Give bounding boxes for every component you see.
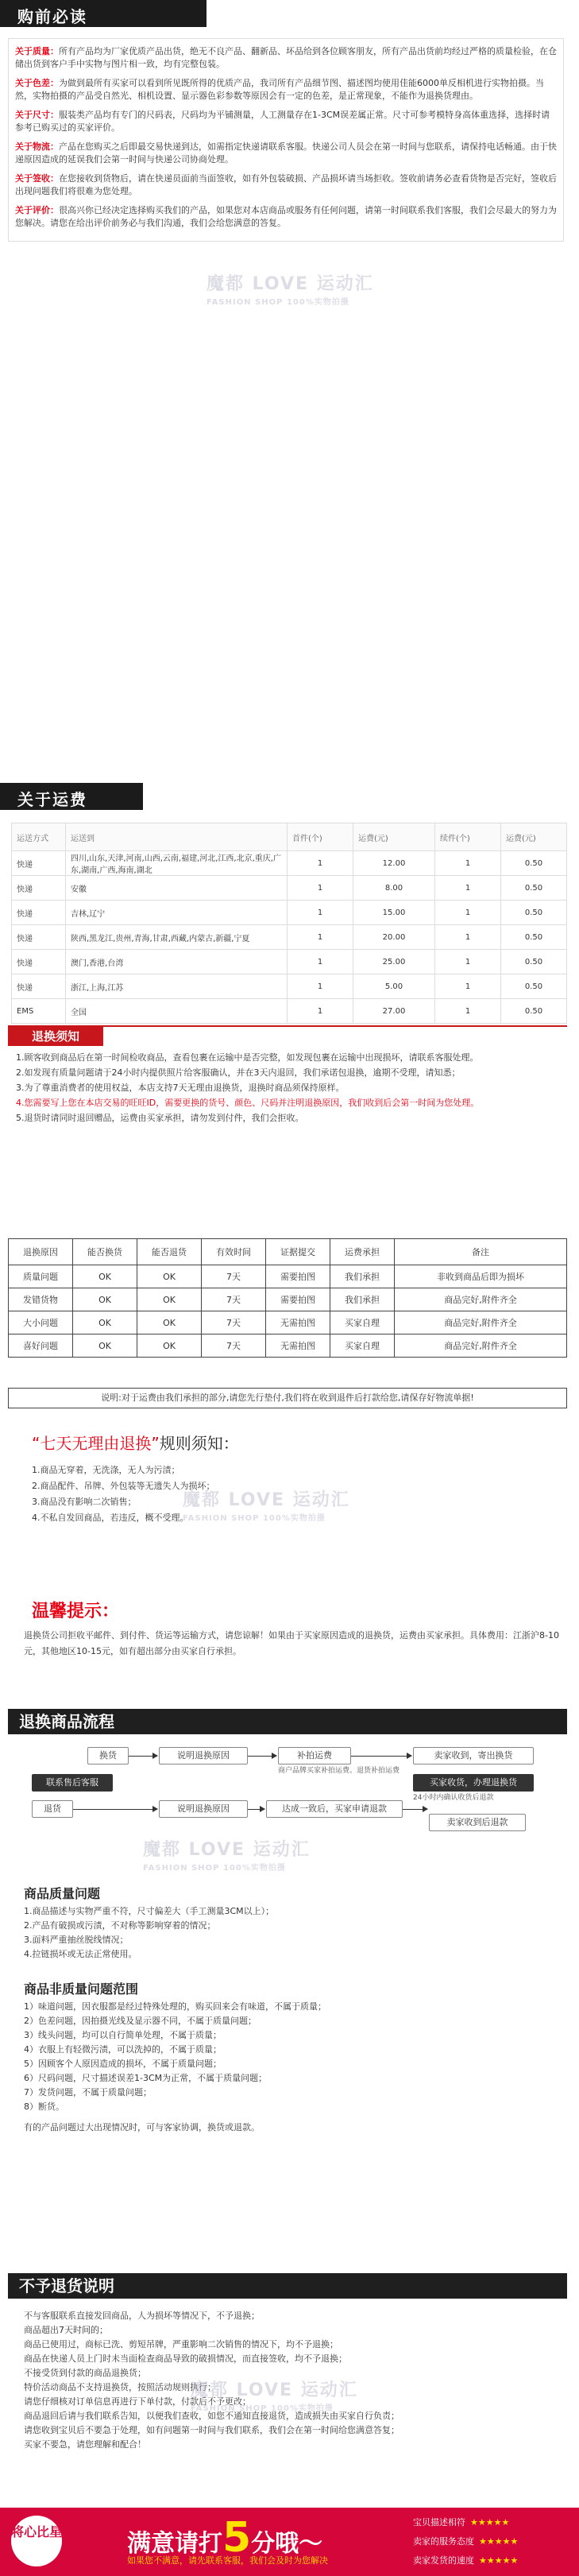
return-rules: 1.顾客收到商品后在第一时间检收商品，查看包裹在运输中是否完整，如发现包裹在运输中出现损坏，请联系客服处理。 2.如发现有质量问题请于24小时内提供照片给客服确认，并在3天内退回，我们承诺包退换，逾期不受理，请知悉； 3.为了尊重消费者的使用权益，本店支持7天无理由退换货，退换时商品须保持原样。 4.您需要写上您在本店交易的旺旺ID，需要更换的货号、颜色、尺码并注明退换原因，我们收到后会第一时间为您处理。 5.退货时请同时退回赠品，运费由买家承担，请勿发到付件，我们会拒收。 [16,1052,480,1123]
watermark: 魔都 LOVE 运动汇 FASHION SHOP 100%实物拍摄 [183,1490,350,1523]
table-header-row: 运送方式 运送到 首件(个) 运费(元) 续件(个) 运费(元) [12,823,567,851]
quality-list: 1.商品描述与实物严重不符，尺寸偏差大（手工测量3CM以上）； 2.产品有破损或污渍，不对称等影响穿着的情况； 3.面料严重抽丝脱线情况； 4.拉链损坏或无法正常使用。 [24,1906,275,1959]
flow-note-1: 商户品牌买家补拍运费。退货补拍运费 [278,1767,400,1775]
note-logistics: 关于物流：产品在您购买之后即最交易快递到达，如需指定快递请联系客服。快递公司人员会在第一时间与您联系，请保持电话畅通。由于快递原因造成的延误我们会第一时间与快递公司协商处理。 [15,141,557,165]
note-color: 关于色差：为做到最所有买家可以看到所见既所得的优质产品，我司所有产品细节图、描述图均使用佳能6000单反相机进行实物拍摄。当然，实物拍摄的产品受自然光、相机设置、显示器色彩参数等原因会有一定的色差，是正常现象，不能作为退换货理由。 [15,78,544,101]
flow-contact: 联系售后客服 [32,1774,113,1792]
table-row: 质量问题 OK OK 7天 需要拍图 我们承担 非收到商品后即为损坏 [9,1265,567,1288]
note-size: 关于尺寸：服装类产品均有专门的尺码表，尺码均为平铺测量，人工测量存在1-3CM误差属正常。尺寸可参考模特身高体重选择，选择时请参考已购买过的买家评价。 [15,110,550,133]
flow-buyer-confirm: 买家收货，办理退换货 [413,1774,534,1792]
section-header-returns: 退换须知 [8,1025,567,1046]
flow-arrow [73,1809,157,1810]
flow-note-2: 24小时内确认收货后退款 [413,1794,494,1802]
flow-arrow [351,1756,411,1757]
tip-title: 温馨提示： [32,1602,120,1621]
flow-refund: 退货 [32,1800,73,1818]
table-row: 快递 四川,山东,天津,河南,山西,云南,福建,河北,江西,北京,重庆,广东,湖南,广西,海南,湖北 1 12.00 1 0.50 [12,851,567,876]
section-header-no-return: 不予退货说明 [8,2273,567,2299]
table-row: 快递 陕西,黑龙江,贵州,青海,甘肃,西藏,内蒙古,新疆,宁夏 1 20.00 1 0.50 [12,925,567,950]
flow-arrow [129,1756,157,1757]
table-row: 快递 安徽 1 8.00 1 0.50 [12,876,567,901]
banner-main: 满意请打5分哦～ [127,2514,323,2562]
watermark: 魔都 LOVE 运动汇 FASHION SHOP 100%实物拍摄 [191,2380,358,2413]
flow-arrow [248,1756,276,1757]
flow-arrow [248,1809,264,1810]
no-return-list: 不与客服联系直接发回商品，人为损坏等情况下，不予退换； 商品超出7天时间的； 商品已使用过，商标已洗、剪短吊牌，严重影响二次销售的情况下，均不予退换； 商品在快递人员上门时未当面检查商品导致的破损情况，而直接签收，均不予退换； 不接受货到付款的商品退换货； 特价活动商品不支持退换货，按照活动规则执行； 请您仔细核对订单信息再进行下单付款，付款后不予更改； 商品退回后请与我们联系告知，以便我们查收，如您不通知直接退货，造成损失由买家自行负责； 请您收到宝贝后不要急于处理，如有问题第一时间与我们联系，我们会在第一时间给您满意答复； 买家不要急，请您理解和配合！ [24,2311,400,2450]
flow-seller-send: 卖家收到，寄出换货 [413,1747,534,1764]
table-row: 快递 吉林,辽宁 1 15.00 1 0.50 [12,901,567,925]
watermark: 魔都 LOVE 运动汇 FASHION SHOP 100%实物拍摄 [143,1840,311,1873]
table-row: 发错货物 OK OK 7天 需要拍图 我们承担 商品完好,附件齐全 [9,1288,567,1311]
flow-freight: 补拍运费 [278,1747,351,1764]
rating-description: 宝贝描述相符 ★★★★★ [413,2517,510,2528]
flow-explain-2: 说明退换原因 [159,1800,248,1818]
table-row: 大小问题 OK OK 7天 无需拍图 买家自理 商品完好,附件齐全 [9,1311,567,1334]
note-signing: 关于签收：在您接收到货物后，请在快递员面前当面签收，如有外包装破损、产品损坏请当场拒收。签收前请务必查看货物是否完好，签收后出现问题我们将很难为您处理。 [15,173,557,196]
section-header-process: 退换商品流程 [8,1709,567,1734]
banner-sub: 如果您不满意，请先联系客服，我们会及时为您解决 [127,2555,328,2566]
rating-banner [0,2508,579,2576]
rating-service: 卖家的服务态度 ★★★★★ [413,2536,519,2547]
table-row: 快递 澳门,香港,台湾 1 25.00 1 0.50 [12,950,567,974]
seven-day-rules: 1.商品无穿着，无洗涤，无人为污渍； 2.商品配件、吊牌、外包装等无遗失人为损坏； 3.商品没有影响二次销售； 4.不私自发回商品，若违反，概不受理。 [32,1465,215,1523]
note-review: 关于评价：很高兴你已经决定选择购买我们的产品，如果您对本店商品或服务有任何问题，请第一时间联系我们客服，我们会尽最大的努力为您解决。请您在给出评价前务必与我们沟通，我们会给您满意的答复。 [15,205,557,228]
tip-text: 退换货公司拒收平邮件、到付件、货运等运输方式，请您谅解！如果由于买家原因造成的退换货，运费由买家承担。具体费用：江浙沪8-10元，其他地区10-15元，如有超出部分由买家自行承担。 [24,1630,559,1656]
table-header-row: 退换原因 能否换货 能否退货 有效时间 证据提交 运费承担 备注 [9,1239,567,1265]
return-table-note: 说明:对于运费由我们承担的部分,请您先行垫付,我们将在收到退件后打款给您,请保存好物流单据! [8,1388,567,1408]
heart-badge: 将心比星 [11,2516,62,2566]
table-row: EMS 全国 1 27.00 1 0.50 [12,999,567,1024]
non-quality-list: 1）味道问题，因衣服都是经过特殊处理的，购买回来会有味道，不属于质量； 2）色差问题，因拍摄光线及显示器不同，不属于质量问题； 3）线头问题，均可以自行简单处理，不属于质量； 4）衣服上有轻微污渍，可以洗掉的，不属于质量； 5）因顾客个人原因造成的损坏，不属于质量问题； 6）尺码问题，尺寸描述误差1-3CM为正常，不属于质量问题； 7）发货问题，不属于质量问题； 8）断货。 有的产品问题过大出现情况时，可与客家协调，换货或退款。 [24,2001,326,2132]
section-header-purchase [0,0,207,27]
flow-seller-refund: 卖家收到后退款 [429,1814,526,1831]
section-header-freight: 关于运费 [0,783,143,810]
flow-exchange: 换货 [87,1747,129,1764]
flow-arrow [403,1809,427,1810]
seven-day-title: “七天无理由退换”规则须知： [32,1434,239,1453]
quality-title: 商品质量问题 [24,1886,101,1901]
rating-shipping: 卖家发货的速度 ★★★★★ [413,2555,519,2566]
purchase-notes [8,38,564,242]
watermark: 魔都 LOVE 运动汇 FASHION SHOP 100%实物拍摄 [207,274,374,307]
section-title: 购前必读 [17,7,87,26]
return-table [8,1238,567,1358]
table-row: 快递 浙江,上海,江苏 1 5.00 1 0.50 [12,974,567,999]
freight-table [11,823,567,1024]
flow-explain-1: 说明退换原因 [159,1747,248,1764]
note-quality: 关于质量：所有产品均为厂家优质产品出货，绝无不良产品、翻新品、坏品给到各位顾客朋友，所有产品出货前均经过严格的质量检验，在仓储出货到客户手中实物与图片相一致，均有完整包装。 [15,46,557,69]
table-row: 喜好问题 OK OK 7天 无需拍图 买家自理 商品完好,附件齐全 [9,1334,567,1358]
flow-agree: 达成一致后，买家申请退款 [266,1800,403,1818]
non-quality-title: 商品非质量问题范围 [24,1981,139,1997]
